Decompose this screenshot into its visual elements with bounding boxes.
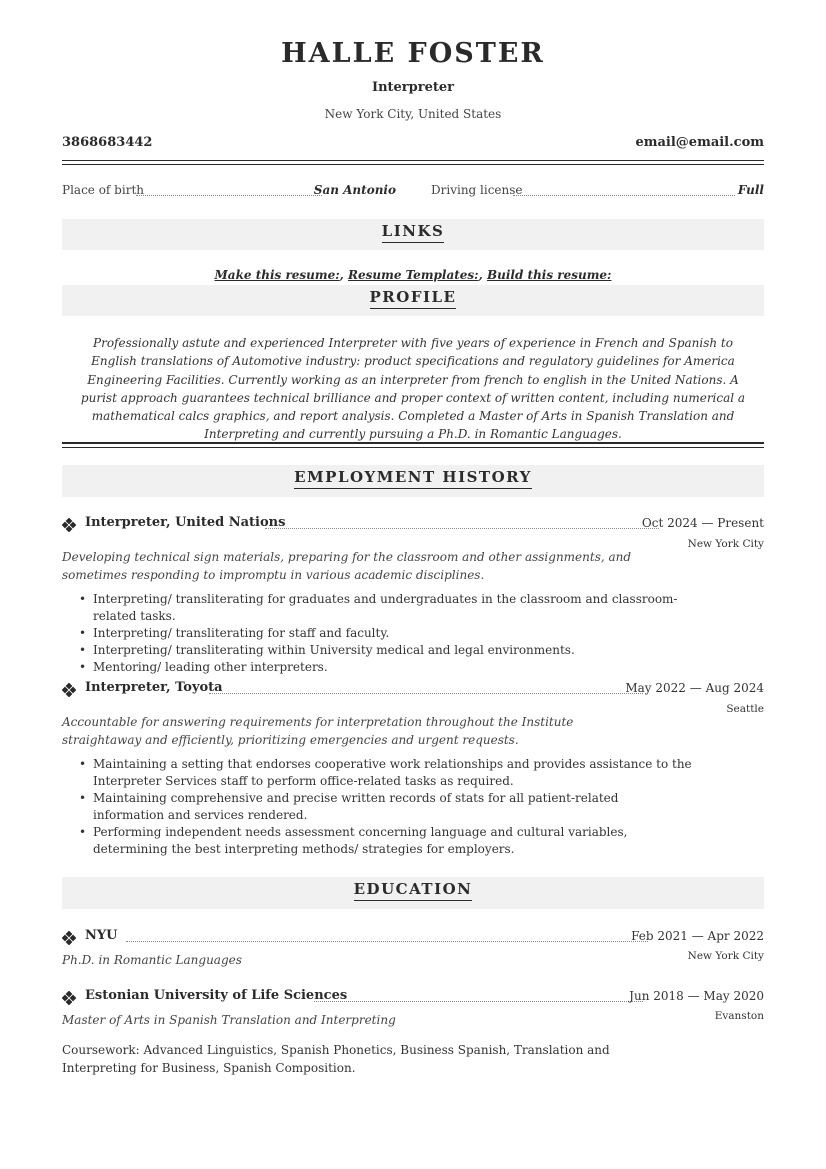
- job-entry-header: [62, 515, 764, 535]
- link-build-resume[interactable]: Build this resume:: [486, 268, 612, 282]
- driving-license-value: Full: [737, 183, 764, 197]
- place-of-birth-label: Place of birth: [62, 183, 144, 197]
- links-list: Make this resume:, Resume Templates:, Build this resume:: [214, 268, 612, 282]
- location: New York City, United States: [324, 107, 502, 121]
- job-bullets: [62, 756, 693, 858]
- school-name: Estonian University of Life Sciences: [85, 988, 348, 1003]
- dotted-leader: [314, 1001, 643, 1002]
- diamond-bullet-icon: [62, 931, 76, 945]
- section-title: LINKS: [382, 222, 445, 243]
- profile-summary: Professionally astute and experienced Interpreter with five years of experience in French and Spanish to English translations of Automotive industry: product specifications and regulatory guidelines for America Engineering Facilities. Currently working as an interpreter from french to english in the United Nations. A purist approach guarantees technical brilliance and proper context of written content, including numerical a mathematical calcs graphics, and report analysis. Completed a Master of Arts in Spanish Translation and Interpreting and currently pursuing a Ph.D. in Romantic Languages.: [80, 336, 746, 442]
- link-resume-templates[interactable]: Resume Templates:: [348, 268, 479, 282]
- driving-license-label: Driving license: [431, 183, 523, 197]
- section-title: PROFILE: [370, 288, 457, 309]
- job-bullets: [62, 591, 693, 676]
- job-entry-header: [62, 680, 764, 700]
- education-entry-header: [62, 928, 764, 948]
- place-of-birth-value: San Antonio: [313, 183, 396, 197]
- education-dates: Jun 2018 — May 2020: [629, 989, 764, 1003]
- job-description: Accountable for answering requirements for interpretation throughout the Institute straightaway and efficiently, prioritizing emergencies and urgent requests.: [62, 715, 574, 747]
- employment-section-header: [62, 465, 764, 497]
- list-item: • Maintaining a setting that endorses cooperative work relationships and provides assistance to the Interpreter Services staff to perform office-related tasks as required.: [93, 756, 693, 790]
- link-make-resume[interactable]: Make this resume:: [214, 268, 340, 282]
- coursework: Coursework: Advanced Linguistics, Spanish Phonetics, Business Spanish, Translation and Interpreting for Business, Spanish Composition.: [62, 1043, 610, 1075]
- dotted-leader: [209, 693, 643, 694]
- list-item: • Interpreting/ transliterating within University medical and legal environments.: [93, 642, 693, 659]
- profile-section-header: [62, 285, 764, 316]
- section-title: EDUCATION: [354, 880, 473, 901]
- list-item: • Mentoring/ leading other interpreters.: [93, 659, 693, 676]
- school-name: NYU: [85, 928, 118, 943]
- dotted-leader: [513, 195, 735, 196]
- job-location: New York City: [687, 538, 764, 550]
- phone-number: 3868683442: [62, 135, 153, 150]
- job-description: Developing technical sign materials, preparing for the classroom and other assignments, and sometimes responding to impromptu in various academic disciplines.: [62, 550, 632, 582]
- degree-name: Master of Arts in Spanish Translation and Interpreting: [62, 1013, 396, 1027]
- job-title: Interpreter, United Nations: [85, 515, 286, 530]
- education-location: Evanston: [714, 1010, 764, 1022]
- list-item: • Interpreting/ transliterating for graduates and undergraduates in the classroom and classroom-related tasks.: [93, 591, 693, 625]
- dotted-leader: [136, 195, 322, 196]
- list-item: • Interpreting/ transliterating for staff and faculty.: [93, 625, 693, 642]
- dotted-leader: [126, 941, 648, 942]
- candidate-name: HALLE FOSTER: [281, 38, 545, 69]
- dotted-leader: [265, 528, 659, 529]
- header-divider: [62, 160, 764, 165]
- diamond-bullet-icon: [62, 518, 76, 532]
- email-address[interactable]: email@email.com: [635, 135, 764, 150]
- job-dates: May 2022 — Aug 2024: [625, 681, 764, 695]
- degree-name: Ph.D. in Romantic Languages: [62, 953, 242, 967]
- list-item: • Maintaining comprehensive and precise written records of stats for all patient-related information and services rendered.: [93, 790, 693, 824]
- job-location: Seattle: [726, 703, 764, 715]
- personal-details: [62, 183, 764, 201]
- profile-divider: [62, 442, 764, 448]
- section-title: EMPLOYMENT HISTORY: [294, 468, 532, 489]
- job-dates: Oct 2024 — Present: [641, 516, 764, 530]
- education-location: New York City: [687, 950, 764, 962]
- list-item: • Performing independent needs assessment concerning language and cultural variables, determining the best interpreting methods/ strategies for employers.: [93, 824, 693, 858]
- job-title: Interpreter: [372, 80, 454, 95]
- diamond-bullet-icon: [62, 991, 76, 1005]
- education-dates: Feb 2021 — Apr 2022: [631, 929, 764, 943]
- job-title: Interpreter, Toyota: [85, 680, 223, 695]
- education-entry-header: [62, 988, 764, 1008]
- education-section-header: [62, 877, 764, 909]
- diamond-bullet-icon: [62, 683, 76, 697]
- links-section-header: [62, 219, 764, 250]
